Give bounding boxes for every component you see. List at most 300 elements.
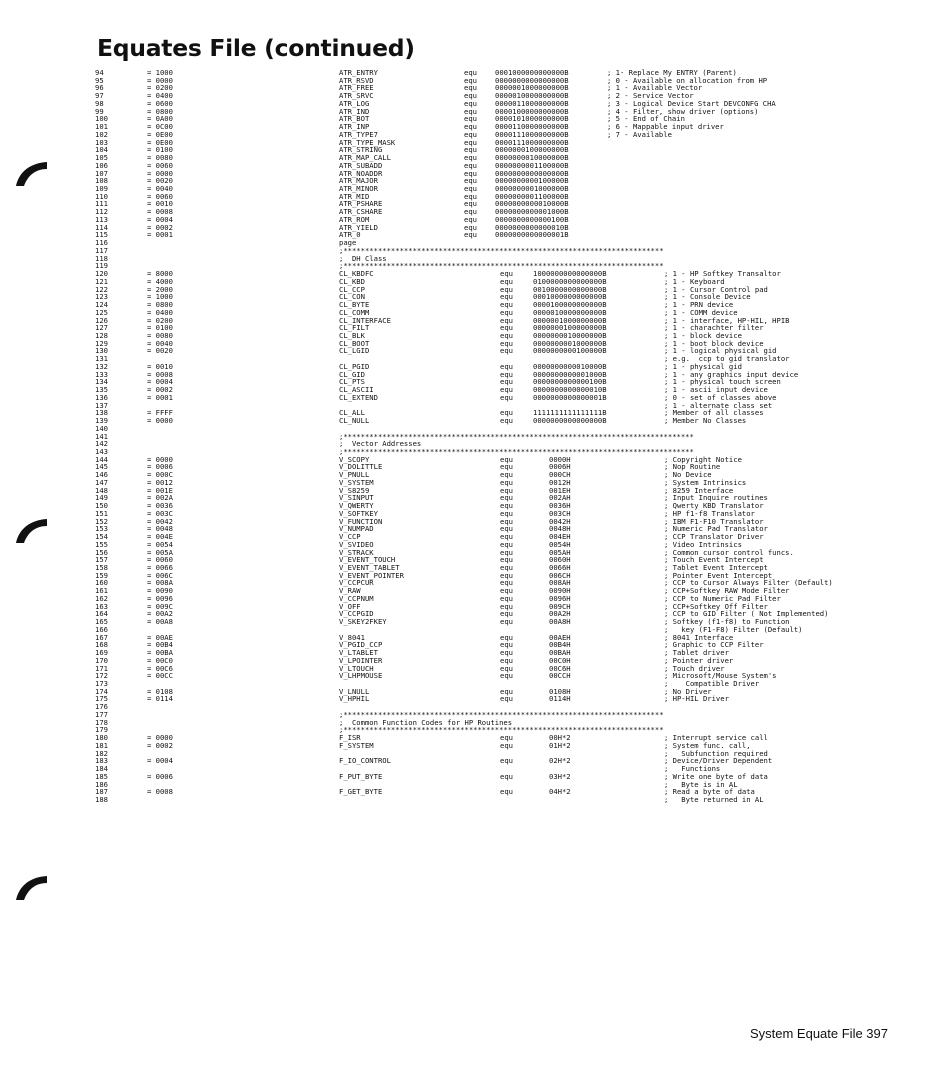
line-number: 150 <box>95 501 108 511</box>
operand: 0000000001000000B <box>495 184 569 194</box>
equate-value: = 0100 <box>147 145 173 155</box>
symbol-name: V_LTOUCH <box>339 663 374 673</box>
line-number: 99 <box>95 106 104 116</box>
symbol-name: ATR_TYPE_MASK <box>339 137 396 147</box>
symbol-name: CL_CCP <box>339 284 365 294</box>
symbol-name: V_EVENT_TOUCH <box>339 555 396 565</box>
listing-line <box>95 247 855 255</box>
directive: equ <box>500 532 513 542</box>
comment: ; System func. call, <box>664 740 751 750</box>
comment: ; No Driver <box>664 686 712 696</box>
equate-value: = 008A <box>147 578 173 588</box>
symbol-name: F_PUT_BYTE <box>339 771 383 781</box>
operand: 00H*2 <box>549 733 571 743</box>
operand: 0000110000000000B <box>495 122 569 132</box>
equate-value: = 0000 <box>147 454 173 464</box>
line-number: 144 <box>95 454 108 464</box>
symbol-name: ;********************************************************************************* <box>339 431 694 441</box>
symbol-name: CL_COMM <box>339 307 370 317</box>
operand: 0114H <box>549 694 571 704</box>
operand: 0096H <box>549 593 571 603</box>
comment: ; CCP+Softkey RAW Mode Filter <box>664 586 790 596</box>
symbol-name: V_SINPUT <box>339 493 374 503</box>
symbol-name: ATR_FREE <box>339 83 374 93</box>
equate-value: = 0E00 <box>147 129 173 139</box>
operand: 0066H <box>549 563 571 572</box>
equate-value: = 0400 <box>147 307 173 317</box>
directive: equ <box>464 145 477 155</box>
equate-value: = 0020 <box>147 346 173 356</box>
comment: ; Write one byte of data <box>664 771 768 781</box>
line-number: 117 <box>95 245 108 255</box>
equate-value: = 8000 <box>147 269 173 279</box>
directive: equ <box>500 663 513 673</box>
comment: ; Nop Routine <box>664 462 721 472</box>
operand: 0054H <box>549 539 571 549</box>
operand: 0000010000000000B <box>533 307 607 317</box>
comment: ; 1 - block device <box>664 330 742 340</box>
directive: equ <box>500 477 513 487</box>
listing-line <box>95 641 855 649</box>
directive: equ <box>464 83 477 93</box>
comment: ; Byte is in AL <box>664 779 738 789</box>
line-number: 153 <box>95 524 108 534</box>
operand: 0000001000000000B <box>533 315 607 325</box>
operand: 004EH <box>549 532 571 542</box>
symbol-name: V_SVIDEO <box>339 539 374 549</box>
operand: 0000001000000000B <box>495 83 569 93</box>
directive: equ <box>464 184 477 194</box>
equate-value: = 001E <box>147 485 173 495</box>
line-number: 126 <box>95 315 108 325</box>
line-number: 136 <box>95 392 108 402</box>
equate-value: = 0C00 <box>147 122 173 132</box>
symbol-name: ATR_IND <box>339 106 370 116</box>
symbol-name: CL_BYTE <box>339 300 370 310</box>
binder-hole-mark-icon <box>14 517 48 543</box>
line-number: 134 <box>95 377 108 387</box>
listing-line <box>95 649 855 657</box>
line-number: 175 <box>95 694 108 704</box>
operand: 000CH <box>549 470 571 480</box>
directive: equ <box>464 75 477 85</box>
line-number: 95 <box>95 75 104 85</box>
comment: ; 1 - charachter filter <box>664 323 764 333</box>
symbol-name: V_CCPGID <box>339 609 374 619</box>
line-number: 180 <box>95 733 108 743</box>
directive: equ <box>500 361 513 371</box>
comment: ; 1 - ascii input device <box>664 385 768 395</box>
operand: 0000000000000010B <box>495 222 569 232</box>
comment: ; 1 - PRN device <box>664 300 734 310</box>
directive: equ <box>500 733 513 743</box>
symbol-name: CL_NULL <box>339 416 370 426</box>
line-number: 147 <box>95 477 108 487</box>
symbol-name: V_SYSTEM <box>339 477 374 487</box>
listing-line <box>95 463 855 471</box>
directive: equ <box>500 539 513 549</box>
equate-value: = 0040 <box>147 184 173 194</box>
line-number: 143 <box>95 446 108 456</box>
comment: ; 1 - alternate class set <box>664 400 773 410</box>
line-number: 161 <box>95 586 108 596</box>
equate-value: = 00A8 <box>147 617 173 627</box>
assembly-listing <box>95 69 855 804</box>
equate-value: = 0600 <box>147 98 173 108</box>
symbol-name: ATR_MAP_CALL <box>339 153 391 163</box>
operand: 0012H <box>549 477 571 487</box>
comment: ; Touch Event Intercept <box>664 555 764 565</box>
comment: ; 3 - Logical Device Start DEVCONFG CHA <box>607 98 776 108</box>
line-number: 109 <box>95 184 108 194</box>
directive: equ <box>500 385 513 395</box>
line-number: 152 <box>95 516 108 526</box>
comment: ; 1 - COMM device <box>664 307 738 317</box>
comment: ; Touch driver <box>664 663 725 673</box>
line-number: 96 <box>95 83 104 93</box>
listing-line <box>95 270 855 278</box>
operand: 0000H <box>549 454 571 464</box>
equate-value: = 0080 <box>147 153 173 163</box>
operand: 0000000000000000B <box>533 416 607 426</box>
line-number: 163 <box>95 601 108 611</box>
symbol-name: V_PNULL <box>339 470 370 480</box>
operand: 03H*2 <box>549 771 571 781</box>
symbol-name: V_CCPCUR <box>339 578 374 588</box>
symbol-name: ATR_NOADDR <box>339 168 383 178</box>
directive: equ <box>500 586 513 596</box>
listing-line <box>95 479 855 487</box>
equate-value: = 0060 <box>147 160 173 170</box>
directive: equ <box>464 191 477 201</box>
symbol-name: F_GET_BYTE <box>339 787 383 797</box>
equate-value: = 0096 <box>147 593 173 603</box>
equate-value: = 0036 <box>147 501 173 511</box>
operand: 0000000010000000B <box>495 153 569 163</box>
line-number: 98 <box>95 98 104 108</box>
line-number: 103 <box>95 137 108 147</box>
operand: 0000111000000000B <box>495 129 569 139</box>
directive: equ <box>500 524 513 534</box>
directive: equ <box>464 114 477 124</box>
operand: 0000000100000000B <box>495 145 569 155</box>
directive: equ <box>500 686 513 696</box>
equate-value: = 0008 <box>147 207 173 217</box>
equate-value: = 0001 <box>147 392 173 402</box>
equate-value: = 0000 <box>147 733 173 743</box>
listing-line <box>95 231 855 239</box>
operand: 00BAH <box>549 648 571 658</box>
line-number: 178 <box>95 717 108 727</box>
line-number: 111 <box>95 199 108 209</box>
comment: ; Softkey (f1-f8) to Function <box>664 617 790 627</box>
equate-value: = 0E00 <box>147 137 173 147</box>
operand: 0000000000000000B <box>495 75 569 85</box>
line-number: 118 <box>95 253 108 263</box>
comment: ; 0 - set of classes above <box>664 392 777 402</box>
symbol-name: ; Vector Addresses <box>339 439 422 449</box>
line-number: 115 <box>95 230 108 240</box>
operand: 00C0H <box>549 655 571 665</box>
operand: 003CH <box>549 508 571 518</box>
equate-value: = 0008 <box>147 787 173 797</box>
operand: 006CH <box>549 570 571 580</box>
directive: equ <box>464 168 477 178</box>
operand: 0000000000010000B <box>533 361 607 371</box>
equate-value: = 0060 <box>147 555 173 565</box>
directive: equ <box>464 222 477 232</box>
symbol-name: V_EVENT_TABLET <box>339 563 400 572</box>
symbol-name: F_ISR <box>339 733 361 743</box>
directive: equ <box>500 377 513 387</box>
operand: 0000000000001000B <box>495 207 569 217</box>
comment: ; Device/Driver Dependent <box>664 756 773 766</box>
listing-line <box>95 626 855 634</box>
operand: 002AH <box>549 493 571 503</box>
equate-value: = 0006 <box>147 462 173 472</box>
directive: equ <box>500 655 513 665</box>
comment: ; Input Inquire routines <box>664 493 768 503</box>
line-number: 158 <box>95 563 108 572</box>
line-number: 106 <box>95 160 108 170</box>
operand: 0000000000001000B <box>533 369 607 379</box>
operand: 001EH <box>549 485 571 495</box>
equate-value: = 00C6 <box>147 663 173 673</box>
comment: ; 1 - HP Softkey Transaltor <box>664 269 781 279</box>
equate-value: = 00A2 <box>147 609 173 619</box>
comment: ; No Device <box>664 470 712 480</box>
directive: equ <box>500 632 513 642</box>
symbol-name: CL_BOOT <box>339 338 370 348</box>
line-number: 166 <box>95 624 108 634</box>
line-number: 162 <box>95 593 108 603</box>
comment: ; IBM F1-F10 Translator <box>664 516 764 526</box>
symbol-name: CL_KBD <box>339 276 365 286</box>
symbol-name: V_S8259 <box>339 485 370 495</box>
operand: 01H*2 <box>549 740 571 750</box>
line-number: 114 <box>95 222 108 232</box>
comment: ; Compatible Driver <box>664 679 760 689</box>
equate-value: = 0800 <box>147 300 173 310</box>
symbol-name: ATR_ROM <box>339 214 370 224</box>
page-title: Equates File (continued) <box>97 34 415 62</box>
line-number: 170 <box>95 655 108 665</box>
equate-value: = 0200 <box>147 315 173 325</box>
line-number: 132 <box>95 361 108 371</box>
directive: equ <box>500 284 513 294</box>
operand: 0000101000000000B <box>495 114 569 124</box>
directive: equ <box>464 68 477 77</box>
directive: equ <box>500 338 513 348</box>
symbol-name: V_CCPNUM <box>339 593 374 603</box>
symbol-name: ATR_PSHARE <box>339 199 383 209</box>
listing-line <box>95 417 855 425</box>
symbol-name: V_PGID_CCP <box>339 640 383 650</box>
directive: equ <box>500 315 513 325</box>
symbol-name: ATR_MAJOR <box>339 176 378 186</box>
equate-value: = 0002 <box>147 740 173 750</box>
line-number: 97 <box>95 91 104 101</box>
line-number: 130 <box>95 346 108 356</box>
line-number: 145 <box>95 462 108 472</box>
symbol-name: ATR_SUBADD <box>339 160 383 170</box>
directive: equ <box>500 369 513 379</box>
symbol-name: CL_PGID <box>339 361 370 371</box>
equate-value: = 0400 <box>147 91 173 101</box>
comment: ; 8259 Interface <box>664 485 734 495</box>
symbol-name: ATR_STRING <box>339 145 383 155</box>
comment: ; Byte returned in AL <box>664 795 764 805</box>
symbol-name: ATR_MINOR <box>339 184 378 194</box>
equate-value: = 0000 <box>147 75 173 85</box>
comment: ; 5 - End of Chain <box>607 114 685 124</box>
line-number: 135 <box>95 385 108 395</box>
directive: equ <box>500 740 513 750</box>
equate-value: = 0048 <box>147 524 173 534</box>
comment: ; e.g. ccp to gid translator <box>664 354 790 364</box>
directive: equ <box>500 508 513 518</box>
line-number: 125 <box>95 307 108 317</box>
line-number: 164 <box>95 609 108 619</box>
equate-value: = 005A <box>147 547 173 557</box>
directive: equ <box>500 563 513 572</box>
directive: equ <box>464 122 477 132</box>
comment: ; 0 - Available on allocation from HP <box>607 75 768 85</box>
operand: 0000000000000010B <box>533 385 607 395</box>
line-number: 183 <box>95 756 108 766</box>
symbol-name: ;************************************************************************** <box>339 725 664 735</box>
directive: equ <box>500 617 513 627</box>
directive: equ <box>500 493 513 503</box>
directive: equ <box>464 199 477 209</box>
directive: equ <box>500 462 513 472</box>
symbol-name: V_HPHIL <box>339 694 370 704</box>
listing-line <box>95 796 855 804</box>
comment: ; CCP to GID Filter ( Not Implemented) <box>664 609 829 619</box>
comment: ; CCP Translator Driver <box>664 532 764 542</box>
operand: 0000100000000000B <box>495 106 569 116</box>
line-number: 176 <box>95 702 108 712</box>
line-number: 94 <box>95 68 104 77</box>
comment: ; 1- Replace My ENTRY (Parent) <box>607 68 737 77</box>
equate-value: = 000C <box>147 470 173 480</box>
line-number: 129 <box>95 338 108 348</box>
line-number: 182 <box>95 748 108 758</box>
operand: 0036H <box>549 501 571 511</box>
equate-value: = 0040 <box>147 338 173 348</box>
symbol-name: V_LNULL <box>339 686 370 696</box>
equate-value: = 0012 <box>147 477 173 487</box>
directive: equ <box>500 694 513 704</box>
line-number: 181 <box>95 740 108 750</box>
operand: 0000000100000000B <box>533 323 607 333</box>
operand: 1000000000000000B <box>533 269 607 279</box>
directive: equ <box>500 570 513 580</box>
line-number: 174 <box>95 686 108 696</box>
comment: ; Common cursor control funcs. <box>664 547 794 557</box>
comment: ; Pointer driver <box>664 655 734 665</box>
comment: ; HP f1-f8 Translator <box>664 508 755 518</box>
directive: equ <box>464 98 477 108</box>
line-number: 160 <box>95 578 108 588</box>
comment: ; 1 - any graphics input device <box>664 369 799 379</box>
directive: equ <box>464 91 477 101</box>
operand: 0000000000000100B <box>533 377 607 387</box>
equate-value: = 0800 <box>147 106 173 116</box>
symbol-name: ATR_INP <box>339 122 370 132</box>
symbol-name: CL_KBDFC <box>339 269 374 279</box>
comment: ; 1 - boot block device <box>664 338 764 348</box>
operand: 0000111000000000B <box>495 137 569 147</box>
comment: ; Microsoft/Mouse System's <box>664 671 777 681</box>
operand: 0000000001100000B <box>495 160 569 170</box>
line-number: 116 <box>95 238 108 248</box>
symbol-name: V_NUMPAD <box>339 524 374 534</box>
equate-value: = 0006 <box>147 771 173 781</box>
directive: equ <box>500 648 513 658</box>
listing-line <box>95 657 855 665</box>
equate-value: = 0042 <box>147 516 173 526</box>
comment: ; HP-HIL Driver <box>664 694 729 704</box>
symbol-name: V_RAW <box>339 586 361 596</box>
directive: equ <box>500 640 513 650</box>
comment: ; 1 - logical physical gid <box>664 346 777 356</box>
line-number: 137 <box>95 400 108 410</box>
directive: equ <box>500 416 513 426</box>
line-number: 159 <box>95 570 108 580</box>
directive: equ <box>500 269 513 279</box>
operand: 0000000000000100B <box>495 214 569 224</box>
line-number: 177 <box>95 709 108 719</box>
symbol-name: CL_PTS <box>339 377 365 387</box>
operand: 0000100000000000B <box>533 300 607 310</box>
equate-value: = 009C <box>147 601 173 611</box>
comment: ; 1 - Keyboard <box>664 276 725 286</box>
symbol-name: ;************************************************************************** <box>339 261 664 271</box>
operand: 0000000000010000B <box>495 199 569 209</box>
operand: 0000011000000000B <box>495 98 569 108</box>
line-number: 138 <box>95 408 108 418</box>
symbol-name: ATR_TYPE7 <box>339 129 378 139</box>
equate-value: = 0066 <box>147 563 173 572</box>
symbol-name: CL_FILT <box>339 323 370 333</box>
line-number: 108 <box>95 176 108 186</box>
directive: equ <box>464 106 477 116</box>
comment: ; Numeric Pad Translator <box>664 524 768 534</box>
line-number: 107 <box>95 168 108 178</box>
line-number: 187 <box>95 787 108 797</box>
directive: equ <box>500 771 513 781</box>
line-number: 123 <box>95 292 108 302</box>
directive: equ <box>500 276 513 286</box>
operand: 0060H <box>549 555 571 565</box>
operand: 00A2H <box>549 609 571 619</box>
equate-value: = 0004 <box>147 214 173 224</box>
directive: equ <box>464 214 477 224</box>
line-number: 168 <box>95 640 108 650</box>
equate-value: = 0002 <box>147 385 173 395</box>
comment: ; Member of all classes <box>664 408 764 418</box>
operand: 00B4H <box>549 640 571 650</box>
operand: 0000000000100000B <box>533 346 607 356</box>
comment: ; Tablet driver <box>664 648 729 658</box>
symbol-name: ATR_SRVC <box>339 91 374 101</box>
equate-value: = 0004 <box>147 756 173 766</box>
line-number: 149 <box>95 493 108 503</box>
equate-value: = 0108 <box>147 686 173 696</box>
directive: equ <box>500 470 513 480</box>
comment: ; Read a byte of data <box>664 787 755 797</box>
